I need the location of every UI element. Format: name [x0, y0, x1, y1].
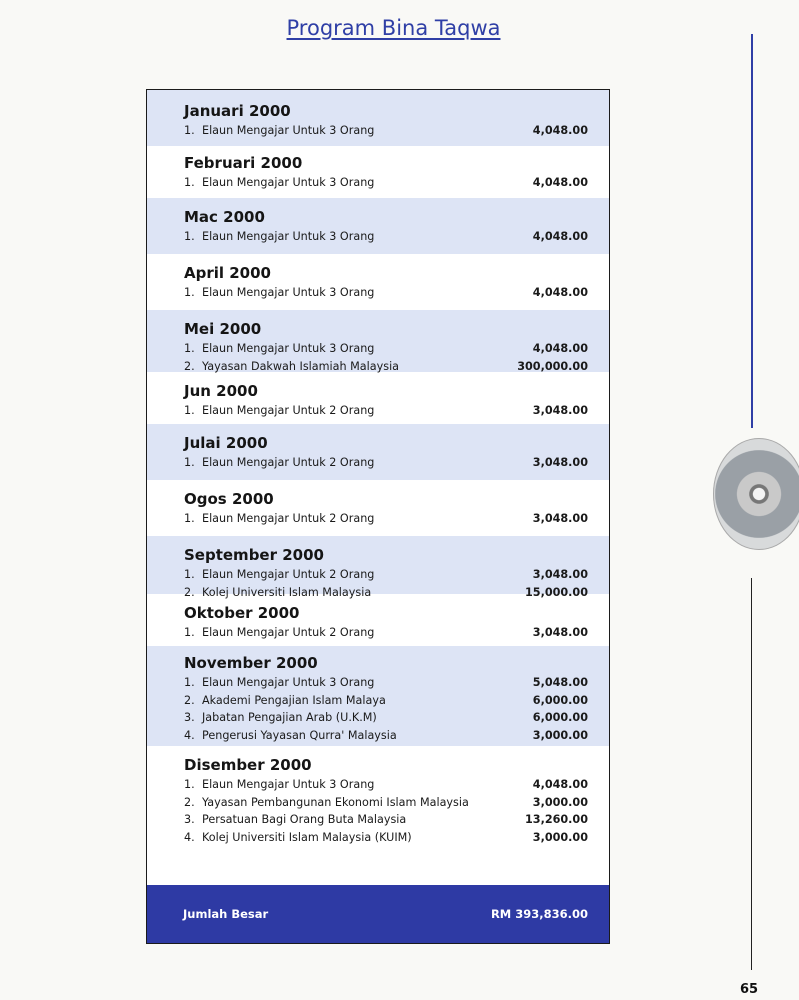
line-item: [184, 829, 588, 847]
month-title: Oktober 2000: [184, 604, 300, 622]
item-amount: 6,000.00: [532, 711, 588, 724]
item-number: 1.: [184, 176, 195, 189]
item-amount: 15,000.00: [525, 585, 588, 599]
item-number: 1.: [184, 342, 195, 355]
item-amount: 3,000.00: [532, 795, 588, 809]
line-item: [184, 727, 588, 745]
item-amount: 300,000.00: [517, 359, 588, 373]
item-amount: 3,048.00: [532, 404, 588, 417]
item-number: 1.: [184, 404, 195, 417]
month-title: Ogos 2000: [184, 490, 274, 508]
line-item: [184, 674, 588, 692]
month-section: [147, 536, 609, 599]
item-description: Elaun Mengajar Untuk 2 Orang: [202, 568, 375, 581]
month-list: [147, 90, 609, 876]
item-description: Yayasan Pembangunan Ekonomi Islam Malaysia: [202, 795, 469, 809]
month-title: Disember 2000: [184, 756, 312, 774]
cd-disc-icon: [713, 438, 799, 550]
item-number: 2.: [184, 795, 195, 809]
item-amount: 4,048.00: [532, 778, 588, 791]
month-section: [147, 310, 609, 372]
item-amount: 4,048.00: [532, 230, 588, 243]
item-number: 3.: [184, 711, 195, 724]
item-description: Elaun Mengajar Untuk 2 Orang: [202, 626, 375, 639]
month-section: [147, 90, 609, 146]
item-description: Pengerusi Yayasan Qurra' Malaysia: [202, 728, 397, 742]
month-section: [147, 146, 609, 198]
item-number: 1.: [184, 286, 195, 299]
item-amount: 5,048.00: [532, 676, 588, 689]
item-description: Elaun Mengajar Untuk 3 Orang: [202, 176, 375, 189]
line-item: [184, 228, 588, 246]
line-item: [184, 358, 588, 376]
item-amount: 3,048.00: [532, 626, 588, 639]
vertical-rule-top: [751, 34, 753, 428]
item-amount: 4,048.00: [532, 342, 588, 355]
month-section: [147, 424, 609, 480]
item-amount: 3,048.00: [532, 568, 588, 581]
line-item: [184, 584, 588, 602]
line-item: [184, 709, 588, 727]
month-title: Jun 2000: [184, 382, 258, 400]
item-description: Kolej Universiti Islam Malaysia: [202, 585, 372, 599]
month-section: [147, 594, 609, 646]
month-title: Mac 2000: [184, 208, 265, 226]
item-number: 1.: [184, 230, 195, 243]
line-item: [184, 122, 588, 140]
item-amount: 4,048.00: [532, 286, 588, 299]
page-title: Program Bina Taqwa: [286, 16, 501, 40]
item-amount: 4,048.00: [532, 124, 588, 137]
line-item: [184, 794, 588, 812]
line-item: [184, 174, 588, 192]
page-number: 65: [740, 982, 759, 997]
grand-total-amount: RM 393,836.00: [490, 907, 588, 921]
line-item: [184, 402, 588, 420]
item-description: Jabatan Pengajian Arab (U.K.M): [202, 711, 377, 724]
item-amount: 6,000.00: [532, 693, 588, 707]
month-title: Mei 2000: [184, 320, 262, 338]
line-item: [184, 776, 588, 794]
line-item: [184, 811, 588, 829]
item-description: Kolej Universiti Islam Malaysia (KUIM): [202, 830, 412, 844]
item-description: Elaun Mengajar Untuk 2 Orang: [202, 456, 375, 469]
line-item: [184, 692, 588, 710]
item-number: 1.: [184, 124, 195, 137]
line-item: [184, 284, 588, 302]
item-number: 4.: [184, 728, 195, 742]
month-title: November 2000: [184, 654, 318, 672]
item-description: Elaun Mengajar Untuk 3 Orang: [202, 778, 375, 791]
item-number: 4.: [184, 830, 195, 844]
item-amount: 3,048.00: [532, 456, 588, 469]
item-description: Akademi Pengajian Islam Malaya: [202, 693, 386, 707]
month-section: [147, 254, 609, 310]
month-section: [147, 480, 609, 536]
month-title: September 2000: [184, 546, 324, 564]
month-section: [147, 646, 609, 746]
item-number: 1.: [184, 512, 195, 525]
line-item: [184, 340, 588, 358]
item-number: 1.: [184, 778, 195, 791]
item-number: 2.: [184, 585, 195, 599]
vertical-rule-bottom: [751, 578, 752, 970]
item-description: Elaun Mengajar Untuk 3 Orang: [202, 676, 375, 689]
item-description: Persatuan Bagi Orang Buta Malaysia: [202, 813, 407, 826]
month-title: Februari 2000: [184, 154, 303, 172]
item-amount: 3,048.00: [532, 512, 588, 525]
item-number: 1.: [184, 456, 195, 469]
item-description: Elaun Mengajar Untuk 3 Orang: [202, 124, 375, 137]
month-section: [147, 746, 609, 876]
item-number: 3.: [184, 813, 195, 826]
item-number: 1.: [184, 568, 195, 581]
item-description: Elaun Mengajar Untuk 3 Orang: [202, 286, 375, 299]
item-number: 2.: [184, 693, 195, 707]
expenditure-table: [146, 89, 610, 944]
grand-total-bar: [147, 885, 609, 943]
item-amount: 13,260.00: [525, 813, 588, 826]
item-amount: 4,048.00: [532, 176, 588, 189]
item-description: Elaun Mengajar Untuk 2 Orang: [202, 404, 375, 417]
item-number: 1.: [184, 626, 195, 639]
item-amount: 3,000.00: [532, 830, 588, 844]
month-section: [147, 198, 609, 254]
item-description: Yayasan Dakwah Islamiah Malaysia: [202, 359, 400, 373]
item-description: Elaun Mengajar Untuk 3 Orang: [202, 342, 375, 355]
line-item: [184, 454, 588, 472]
month-title: April 2000: [184, 264, 271, 282]
line-item: [184, 510, 588, 528]
item-description: Elaun Mengajar Untuk 3 Orang: [202, 230, 375, 243]
grand-total-label: Jumlah Besar: [183, 907, 269, 921]
line-item: [184, 566, 588, 584]
month-section: [147, 372, 609, 424]
item-number: 1.: [184, 676, 195, 689]
month-title: Julai 2000: [184, 434, 268, 452]
item-number: 2.: [184, 359, 195, 373]
item-amount: 3,000.00: [532, 728, 588, 742]
month-title: Januari 2000: [184, 102, 291, 120]
item-description: Elaun Mengajar Untuk 2 Orang: [202, 512, 375, 525]
line-item: [184, 624, 588, 642]
